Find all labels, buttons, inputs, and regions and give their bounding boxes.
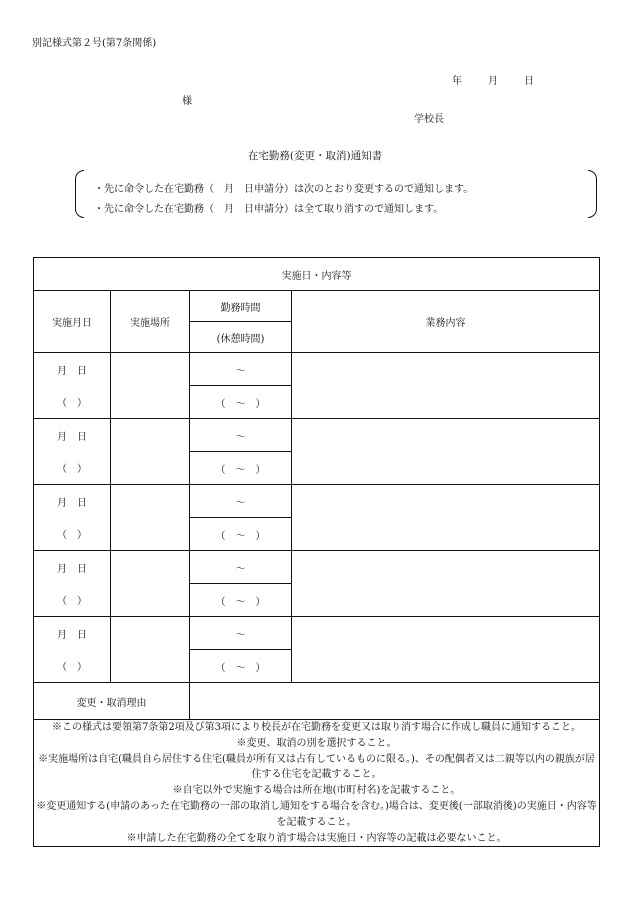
entry-place[interactable] (111, 551, 190, 617)
entry-break[interactable]: （ 〜 ） (190, 452, 292, 485)
note-item: ※実施場所は自宅(職員自ら居住する住宅(職員が所有又は占有しているものに限る。)、その配偶者又は二親等以内の親族が居住する住宅を記載すること。 (38, 753, 595, 781)
entry-weekday: （ ） (34, 518, 111, 551)
entry-place[interactable] (111, 419, 190, 485)
date-month-label: 月 (488, 76, 498, 87)
entry-place[interactable] (111, 617, 190, 683)
note-item: ※変更通知する(申請のあった在宅勤務の一部の取消し通知をする場合を含む。)場合は、変更後(一部取消後)の実施日・内容等を記載すること。 (36, 800, 597, 828)
note-item: ※この様式は要領第7条第2項及び第3項により校長が在宅勤務を変更又は取り消す場合に作成し職員に通知すること。 (51, 722, 582, 733)
form-id: 別記様式第２号(第7条関係) (32, 38, 157, 49)
header-place: 実施場所 (111, 291, 190, 353)
entry-content[interactable] (292, 485, 600, 551)
entry-weekday: （ ） (34, 650, 111, 683)
header-content: 業務内容 (292, 291, 600, 353)
date-year-label: 年 (452, 76, 462, 87)
header-hours: 勤務時間 (190, 291, 292, 322)
reason-label: 変更・取消理由 (34, 683, 190, 720)
entry-content[interactable] (292, 419, 600, 485)
entry-hours[interactable]: 〜 (190, 353, 292, 386)
entry-hours[interactable]: 〜 (190, 419, 292, 452)
entry-content[interactable] (292, 617, 600, 683)
entry-date: 月 日 (34, 617, 111, 650)
implementation-table (33, 257, 600, 847)
reason-field[interactable] (190, 683, 600, 720)
entry-content[interactable] (292, 551, 600, 617)
option-cancel[interactable]: ・先に命令した在宅勤務（ 月 日申請分）は全て取り消すので通知します。 (94, 204, 444, 215)
entry-weekday: （ ） (34, 584, 111, 617)
entry-hours[interactable]: 〜 (190, 485, 292, 518)
entry-break[interactable]: （ 〜 ） (190, 650, 292, 683)
option-change[interactable]: ・先に命令した在宅勤務（ 月 日申請分）は次のとおり変更するので通知します。 (94, 184, 474, 195)
note-item: ※自宅以外で実施する場合は所在地(市町村名)を記載すること。 (172, 785, 461, 797)
entry-break[interactable]: （ 〜 ） (190, 584, 292, 617)
bracket-right (588, 170, 597, 218)
entry-date: 月 日 (34, 551, 111, 584)
entry-place[interactable] (111, 353, 190, 419)
issuer-label: 学校長 (414, 114, 444, 125)
notes-section (34, 720, 600, 847)
entry-break[interactable]: （ 〜 ） (190, 518, 292, 551)
header-break: (休憩時間) (190, 322, 292, 353)
entry-date: 月 日 (34, 485, 111, 518)
addressee-suffix: 様 (182, 96, 192, 107)
entry-hours[interactable]: 〜 (190, 551, 292, 584)
section-title: 実施日・内容等 (34, 258, 600, 291)
note-item: ※変更、取消の別を選択すること。 (236, 737, 397, 749)
document-title: 在宅勤務(変更・取消)通知書 (247, 150, 383, 162)
note-item: ※申請した在宅勤務の全てを取り消す場合は実施日・内容等の記載は必要ないこと。 (126, 832, 507, 844)
entry-place[interactable] (111, 485, 190, 551)
bracket-left (75, 170, 84, 218)
entry-break[interactable]: （ 〜 ） (190, 386, 292, 419)
entry-weekday: （ ） (34, 452, 111, 485)
date-day-label: 日 (524, 76, 534, 87)
entry-content[interactable] (292, 353, 600, 419)
header-date: 実施月日 (34, 291, 111, 353)
entry-date: 月 日 (34, 419, 111, 452)
entry-weekday: （ ） (34, 386, 111, 419)
entry-hours[interactable]: 〜 (190, 617, 292, 650)
entry-date: 月 日 (34, 353, 111, 386)
